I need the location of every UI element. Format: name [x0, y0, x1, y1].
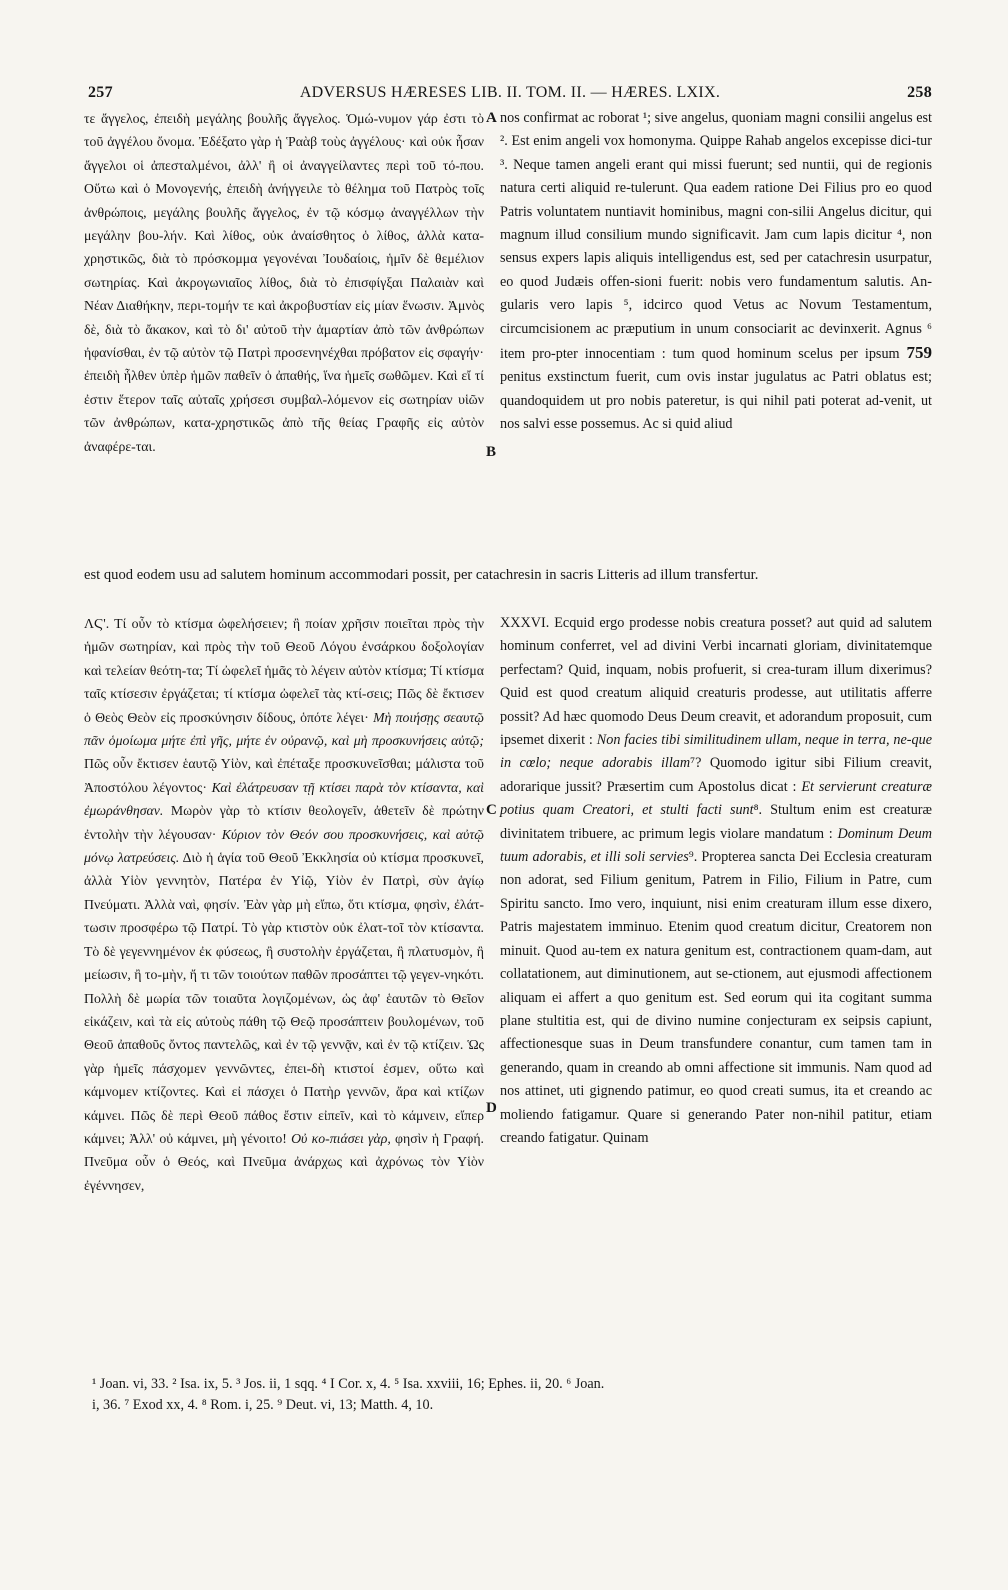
margin-letter-c: C — [486, 802, 497, 818]
greek-quote: Οὐ κο-πιάσει γὰρ, — [291, 1130, 391, 1146]
greek-column-top — [84, 107, 484, 577]
latin-text: nos confirmat ac roborat ¹; sive angelus, quoniam magni consilii angelus est ². Est enim angeli vox homonyma. Quippe Rahab angelos excepisse dici-tur ³. Neque tamen angeli erant qui missi fuerunt; sed nuntii, qui de regionis natura certi aliquid re-tulerunt. Qua eadem ratione Dei Filius pro eo quod Patris voluntatem nuntiavit hominibus, magni con-silii Angelus dicitur, qui magnum illud consilium mundo significavit. Jam cum lapis dicitur ⁴, non sensus expers lapis aliquis intelligendus est, sed per catachresin usurpatur, eo quod Judæis offen-sioni fuerit: nobis vero fundamentum salutis. An-gularis vero lapis ⁵, idcirco quod Vetus ac Novum Testamentum, circumcisionem ac præputium in unum consociarit ac devinxerit. Agnus ⁶ item pro-pter innocentiam : tum quod hominum scelus per ipsum — [500, 110, 932, 363]
footnote-line: i, 36. ⁷ Exod xx, 4. ⁸ Rom. i, 25. ⁹ Deut. vi, 13; Matth. 4, 10. — [92, 1397, 434, 1413]
latin-quote: Non facies tibi similitudinem ullam, neque in terra, ne-que in cœlo; neque adorabis illam — [500, 732, 933, 772]
greek-quote: Μὴ ποιήσῃς σεαυτῷ πᾶν ὁμοίωμα μήτε ἐπὶ γῆς, μήτε ἐν οὐρανῷ, καὶ μὴ προσκυνήσεις αὐτῷ; — [84, 709, 484, 749]
latin-text: ⁷? Quomodo igitur sibi Filium creavit, adorarique jussit? Præsertim cum Apostolus dicat : — [500, 755, 932, 795]
greek-quote: Καὶ ἐλάτρευσαν τῇ κτίσει παρὰ τὸν κτίσαντα, καὶ ἐμωράνθησαν. — [84, 779, 485, 819]
running-title: ADVERSUS HÆRESES LIB. II. TOM. II. — HÆRES. LXIX. — [299, 84, 721, 101]
margin-letter-d: D — [486, 1100, 497, 1116]
latin-text: penitus exstinctum fuerit, cum ovis instar jugulatus ac Patri oblatus est; quandoquidem ut pro nobis pateretur, is qui nihil pati poterat ad-venit, ut nos salvi esse possemus. Ac si quid aliud — [500, 369, 932, 433]
latin-paragraph: est quod eodem usu ad salutem hominum accommodari possit, per catachresin in sacris Litteris ad illum transfertur. — [84, 567, 759, 583]
greek-text: Διὸ ἡ ἁγία τοῦ Θεοῦ Ἐκκλησία οὐ κτίσμα προσκυνεῖ, ἀλλὰ Υἱὸν γεννητὸν, Πατέρα ἐν Υἱῷ, Υἱὸν ἐν Πατρὶ, σὺν ἁγίῳ Πνεύματι. Ἀλλὰ ναὶ, φησίν. Ἐὰν γὰρ μὴ εἴπω, ὅτι κτίσμα, φησὶν, ἐλάτ-τωσιν προσφέρω τῷ Πατρί. Τὸ γὰρ κτιστὸν οὐκ ἐλατ-τοῖ τὸν κτίσαντα. Τὸ δὲ γεγεννημένον ἐκ φύσεως, ἢ συστολὴν ἐργάζεται, ἢ πλατυσμὸν, ἢ μείωσιν, ἢ το-μὴν, ἤ τι τῶν τοιούτων παθῶν προσάπτει τῷ γεγεν-νηκότι. Πολλὴ δὲ μωρία τῶν τοιαῦτα λογιζομένων, ὡς ἀφ' ἑαυτῶν τὸ Θεῖον εἰκάζειν, καὶ τὰ εἰς αὐτοὺς πάθη τῷ Θεῷ προσάπτειν βουλομένων, τοῦ Θεοῦ ἀπαθοῦς ὄντος παντελῶς, καὶ ἐν τῷ γεννᾷν, καὶ ἐν τῷ κτίζειν. Ὡς γὰρ ἡμεῖς πάσχομεν γεννῶντες, ἐπει-δὴ κτιστοί ἐσμεν, οὕτω καὶ κάμνομεν κτίζοντες. Καὶ εἰ πάσχει ὁ Πατὴρ γεννῶν, ἄρα καὶ κτίζων κάμνει. Πῶς δὲ περὶ Θεοῦ πάθος ἔστιν εἰπεῖν, καὶ τὸ κάμνειν, εἴπερ κάμνει; Ἀλλ' οὐ κάμνει, μὴ γένοιτο! — [84, 850, 484, 1146]
greek-text: ΛϚ'. Τί οὖν τὸ κτίσμα ὠφελήσειεν; ἢ ποίαν χρῆσιν ποιεῖται πρὸς τὴν ἡμῶν σωτηρίαν, καὶ πρὸς τὴν τοῦ Θεοῦ Λόγου ἐνσάρκου δοξολογίαν καὶ τελείαν θεότη-τα; Τί ὠφελεῖ ἡμᾶς τὸ λέγειν αὐτὸν κτίσμα; Τί κτίσμα ταῖς κτίσεσιν ἐργάζεται; τί κτίσμα ὠφελεῖ τὰς κτί-σεις; Πῶς δὲ ἔκτισεν ὁ Θεὸς Θεὸν εἰς προσκύνησιν δίδους, ὁπότε λέγει· — [84, 616, 484, 725]
greek-text: φησὶν ἡ Γραφή. Πνεῦμα οὖν ὁ Θεός, καὶ Πνεῦμα ἀνάρχως καὶ ἀχρόνως τὸν Υἱὸν ἐγέννησεν, — [84, 1130, 485, 1193]
latin-full-line — [84, 563, 932, 587]
greek-quote: Κύριον τὸν Θεόν σου προσκυνήσεις, καὶ αὐτῷ μόνῳ λατρεύσεις. — [84, 826, 484, 866]
margin-letter-b: B — [486, 444, 497, 460]
latin-paragraph — [500, 107, 932, 437]
greek-paragraph — [84, 612, 484, 1197]
latin-text: ⁸. Stultum enim est creaturæ divinitatem tribuere, ac primum legis violare mandatum : — [500, 802, 932, 842]
latin-quote: Et servierunt creaturæ potius quam Creatori, et stulti facti sunt — [500, 778, 932, 819]
column-number: 759 — [906, 343, 932, 363]
greek-text: Μωρὸν γὰρ τὸ κτίσιν θεολογεῖν, ἀθετεῖν δὲ πρώτην ἐντολὴν τὴν λέγουσαν· — [84, 803, 484, 842]
greek-column-bottom — [84, 612, 484, 1352]
footnotes — [92, 1374, 930, 1416]
footnote-line: ¹ Joan. vi, 33. ² Isa. ix, 5. ³ Jos. ii, 1 sqq. ⁴ I Cor. x, 4. ⁵ Isa. xxviii, 16; Ephes. ii, 20. ⁶ Joan. — [92, 1376, 605, 1392]
page-number-left: 257 — [88, 84, 113, 101]
greek-paragraph: τε ἄγγελος, ἐπειδὴ μεγάλης βουλῆς ἄγγελος. Ὁμώ-νυμον γάρ ἐστι τὸ τοῦ ἀγγέλου ὄνομα. Ἐδέξατο γὰρ ἡ Ῥαὰβ τοὺς ἀγγέλους· καὶ οὐκ ἦσαν ἄγγελοι οἱ ἀπεσταλμένοι, ἀλλ' ἢ οἱ ἀναγγείλαντες περὶ τοῦ τό-που. Οὕτω καὶ ὁ Μονογενής, ἐπειδὴ ἀνήγγειλε τὸ θέλημα τοῦ Πατρὸς τοῖς ἀνθρώποις, μεγάλης βουλῆς ἄγγελος, ἐν τῷ κόσμῳ ἀναγγέλλων τὴν μεγάλην βου-λήν. Καὶ λίθος, οὐκ ἀναίσθητος ὁ λίθος, ἀλλὰ κατα-χρηστικῶς, διὰ τὸ πρόσκομμα γεγονέναι Ἰουδαίοις, ἡμῖν δὲ θεμέλιον σωτηρίας. Καὶ ἀκρογωνιαῖος λίθος, διὰ τὸ ἐπισφίγξαι Παλαιὰν καὶ Νέαν Διαθήκην, περι-τομήν τε καὶ ἀκροβυστίαν εἰς μίαν ἕνωσιν. Ἀμνὸς δὲ, διὰ τὸ ἄκακον, καὶ τὸ δι' αὐτοῦ τὴν ἁμαρτίαν ἀπὸ τῶν ἀνθρώπων ἠφανίσθαι, ἐν τῷ αὐτὸν τῷ Πατρὶ προσενηνέχθαι πρόβατον εἰς σφαγήν· ἐπειδὴ ἦλθεν ὑπὲρ ἡμῶν παθεῖν ὁ ἀπαθής, ἵνα ἡμεῖς σωθῶμεν. Καὶ εἴ τί ἐστιν ἕτερον ταῖς αὐταῖς χρήσεσι συμβαλ-λόμενον εἰς σωτηρίαν υἱῶν τῶν ἀνθρώπων, κατα-χρηστικῶς ἀπὸ τῆς θείας Γραφῆς εἰς αὐτὸν ἀναφέρε-ται. — [84, 111, 484, 454]
latin-text: XXXVI. Ecquid ergo prodesse nobis creatura posset? aut quid ad salutem hominum conferret, vel ad divini Verbi incarnati gloriam, divinitatemque perfectam? Quid, inquam, nobis profuerit, si crea-turam illum dixerimus? Quid est quod creatum aliquid creaturis prodesse, aut utilitatis afferre possit? Ad hæc quomodo Deus Deum creavit, et adorandum proposuit, cum ipsemet dixerit : — [500, 615, 932, 749]
page-number-right: 258 — [907, 84, 932, 101]
greek-text: Πῶς οὖν ἔκτισεν ἑαυτῷ Υἱὸν, καὶ ἐπέταξε προσκυνεῖσθαι; μάλιστα τοῦ Ἀποστόλου λέγοντος· — [84, 756, 484, 795]
latin-column-bottom — [500, 612, 932, 1352]
latin-text: ⁹. Propterea sancta Dei Ecclesia creaturam non adorat, sed Filium genitum, Patrem in Filio, Filium in Patre, cum Spiritu sancto. Imo vero, inquiunt, nisi enim creaturam illum esse dixero, Patris majestatem imminuo. Etenim quod creatum dicitur, Creatorem non minuit. Quod au-tem ex natura genitum est, contractionem quam-dam, aut collatationem, aut diminutionem, aut se-ctionem, aut ejusmodi affectionem aliquam ei affert a quo genitum est. Sed eorum qui ita cogitant summa plane stultitia est, qui de divino numine conjecturam ex seipsis capiunt, affectionesque suas in Deum transfundere conantur, cum tamen tam in generando, quam in creando ab omni affectione sit immunis. Nam quod ad nos attinet, uti gignendo patimur, eo quod creati sumus, ita et creando ac moliendo fatigamur. Quare si generando Pater non-nihil patitur, etiam creando fatigatur. Quinam — [500, 849, 932, 1146]
margin-letter-a: A — [486, 110, 497, 126]
latin-column-top — [500, 107, 932, 577]
latin-quote: Dominum Deum tuum adorabis, et illi soli servies — [500, 825, 932, 866]
latin-paragraph — [500, 612, 932, 1150]
